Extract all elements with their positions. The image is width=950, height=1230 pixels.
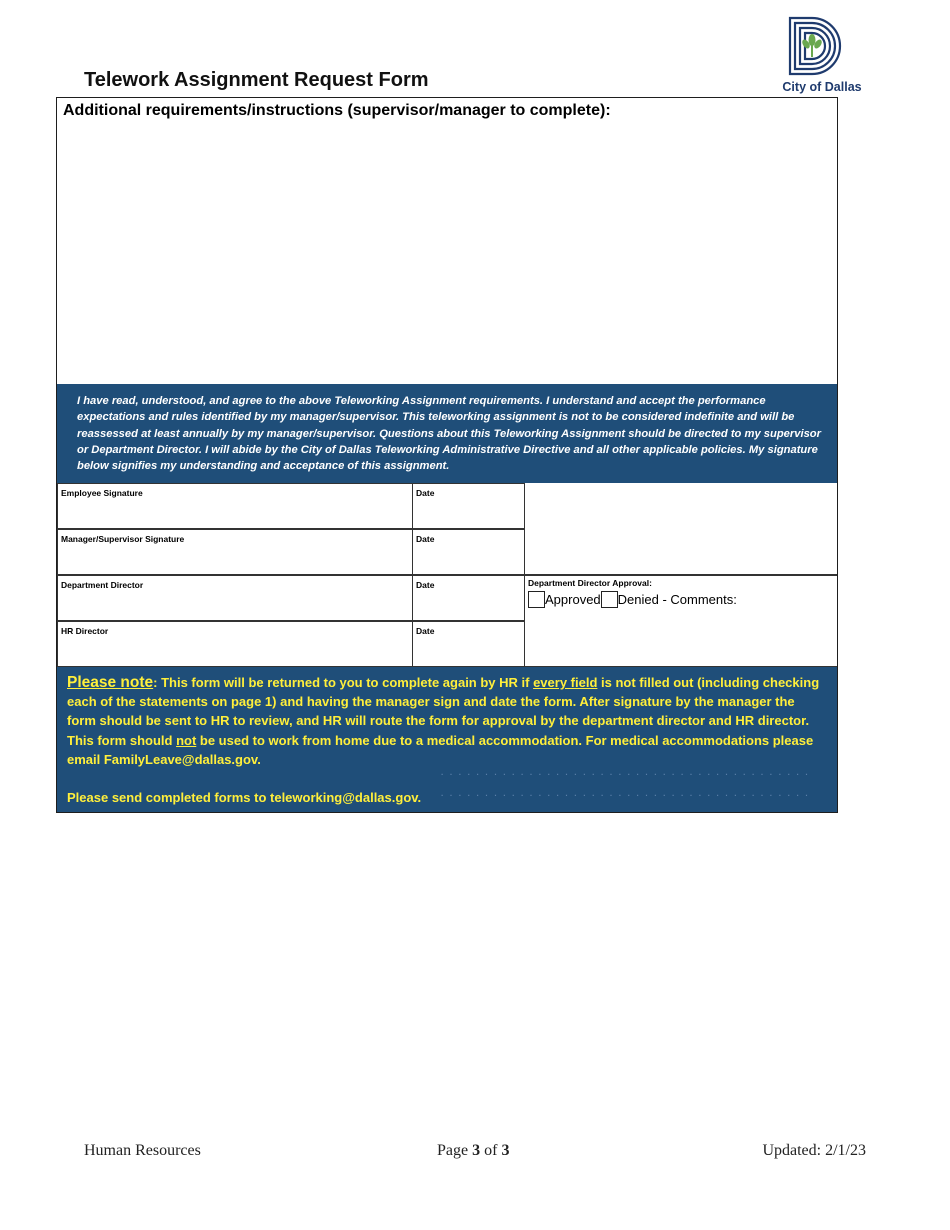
footer-department: Human Resources (84, 1142, 201, 1159)
date-label: Date (416, 626, 435, 636)
page-mid: of (480, 1142, 502, 1159)
form-title: Telework Assignment Request Form (84, 69, 429, 91)
denied-checkbox[interactable] (601, 591, 618, 608)
hr-director-date-field[interactable] (412, 621, 525, 667)
dotted-filler: · · · · · · · · · · · · · · · · · · · · · · · · · · · · · · · · · · · · · · · · · · (441, 791, 811, 800)
department-director-label: Department Director (61, 580, 144, 590)
manager-date-field[interactable] (412, 529, 525, 575)
employee-signature-field[interactable] (57, 483, 413, 529)
please-note-block (57, 667, 837, 812)
director-approval-label: Department Director Approval: (528, 578, 652, 588)
note-heading: Please note (67, 674, 154, 691)
date-label: Date (416, 488, 435, 498)
approved-checkbox[interactable] (528, 591, 545, 608)
page-current: 3 (472, 1142, 481, 1159)
note-text-2: is not filled out (including checking each of the statements on page 1) and having the manager sign and date the form. After signature by the manager the form should be sent to HR to review, and HR will route the form for approval by the department director and HR director. This form should (67, 675, 820, 748)
date-label: Date (416, 534, 435, 544)
requirements-area[interactable] (57, 98, 837, 384)
page-total: 3 (501, 1142, 510, 1159)
footer-page-number (437, 1142, 509, 1160)
city-logo (782, 14, 864, 98)
manager-signature-field[interactable] (57, 529, 413, 575)
page-prefix: Page (437, 1142, 473, 1159)
signature-grid (57, 483, 837, 667)
director-approval-field[interactable] (524, 575, 837, 667)
note-text-1: : This form will be returned to you to complete again by HR if (153, 675, 534, 690)
employee-date-field[interactable] (412, 483, 525, 529)
note-not: not (176, 732, 197, 748)
hr-director-field[interactable] (57, 621, 413, 667)
dotted-filler: · · · · · · · · · · · · · · · · · · · · · · · · · · · · · · · · · · · · · · · · · · (441, 770, 811, 779)
approved-label: Approved (545, 592, 601, 607)
city-of-dallas-logo-icon (786, 14, 846, 78)
date-label: Date (416, 580, 435, 590)
note-text-3: be used to work from home due to a medical accommodation. For medical accommodations please email FamilyLeave@dallas.gov. (67, 732, 814, 767)
logo-text: City of Dallas (782, 80, 862, 94)
department-director-date-field[interactable] (412, 575, 525, 621)
form-body (56, 97, 838, 813)
hr-director-label: HR Director (61, 626, 109, 636)
blank-area (524, 483, 837, 575)
manager-signature-label: Manager/Supervisor Signature (61, 534, 185, 544)
note-every-field: every field (533, 675, 598, 690)
footer-updated: Updated: 2/1/23 (762, 1142, 866, 1159)
send-forms-line: Please send completed forms to teleworking@dallas.gov. (67, 790, 422, 806)
denied-label: Denied - Comments: (617, 592, 737, 607)
employee-signature-label: Employee Signature (61, 488, 143, 498)
department-director-field[interactable] (57, 575, 413, 621)
acknowledgement-statement: I have read, understood, and agree to the above Teleworking Assignment requirements. I understand and accept the performance expectations and rules identified by my manager/supervisor. This teleworking assignment is not to be considered indefinite and will be reassessed at least annually by my manager/supervisor. Questions about this Teleworking Assignment should be directed to my supervisor or Department Director. I will abide by the City of Dallas Teleworking Administrative Directive and all other applicable policies. My signature below signifies my understanding and acceptance of this assignment. (57, 384, 837, 483)
requirements-label: Additional requirements/instructions (supervisor/manager to complete): (63, 102, 611, 119)
